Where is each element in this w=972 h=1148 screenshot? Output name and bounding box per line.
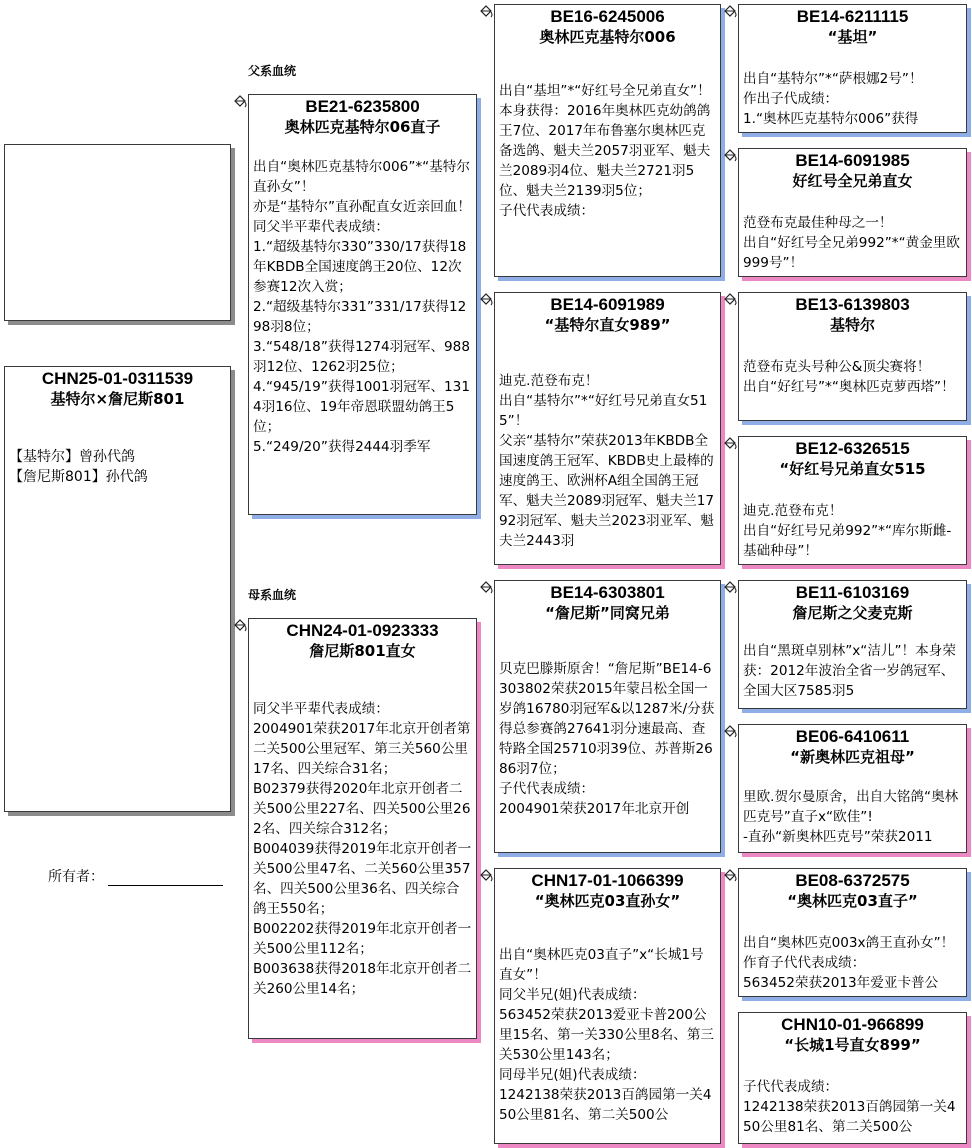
paint-bucket-icon[interactable]	[478, 868, 494, 884]
sire-dam-dam-ring-number: BE12-6326515	[795, 439, 910, 458]
dam-dam-description: 出自“奥林匹克03直子”x“长城1号直女”！ 同父半兄(姐)代表成绩： 563452荣获2013爱亚卡普200公里15名、第一关330公里8名、第三关530公里143名； 同母半兄(姐)代表成绩： 1242138荣获2013百鸽园第一关450公里81名、第二关500公	[499, 947, 715, 1123]
paint-bucket-icon[interactable]	[722, 868, 738, 884]
sire-sire-sire-ring-number: BE14-6211115	[796, 7, 909, 26]
subject-description: 【基特尔】曾孙代鸽 【詹尼斯801】孙代鸽	[9, 449, 148, 485]
sire-sire-description: 出自“基坦”*“好红号全兄弟直女”！ 本身获得：2016年奥林匹克幼鸽鸽王7位、2017年布鲁塞尔奥林匹克备选鸽、魁夫兰2057羽亚军、魁夫兰2089羽4位、魁夫兰2721羽5位、魁夫兰2139羽5位； 子代代表成绩：	[499, 83, 711, 219]
sire-name: 奥林匹克基特尔06直子	[284, 118, 441, 136]
sire-sire-sire-description: 出自“基特尔”*“萨根娜2号”！ 作出子代成绩： 1.“奥林匹克基特尔006”获得	[743, 71, 923, 127]
dam-description: 同父半平辈代表成绩： 2004901荣获2017年北京开创者第二关500公里冠军、第三关560公里17名、四关综合31名； B02379获得2020年北京开创者二关500公里227名、四关500公里262名、四关综合312名； B004039获得2019年北京开创者一关500公里47名、二关560公里357名、四关500公里36名、四关综合鸽王550名； B002202获得2019年北京开创者一关500公里112名； B003638获得2018年北京开创者二关260公里14名；	[253, 701, 472, 997]
paint-bucket-icon[interactable]	[722, 148, 738, 164]
dam-sire-sire-card[interactable]	[738, 580, 967, 709]
subject-pigeon-card[interactable]	[4, 366, 231, 812]
dam-dam-dam-name: “长城1号直女899”	[784, 1036, 921, 1054]
dam-dam-sire-ring-number: BE08-6372575	[795, 871, 910, 890]
dam-dam-dam-description: 子代代表成绩： 1242138荣获2013百鸽园第一关450公里81名、第二关500公	[743, 1079, 956, 1135]
sire-sire-dam-ring-number: BE14-6091985	[795, 151, 910, 170]
paint-bucket-icon[interactable]	[478, 292, 494, 308]
sire-dam-name: “基特尔直女989”	[544, 316, 671, 334]
sire-ring-number: BE21-6235800	[305, 97, 420, 116]
sire-dam-sire-name: 基特尔	[829, 316, 875, 334]
dam-ring-number: CHN24-01-0923333	[286, 621, 439, 640]
dam-sire-sire-description: 出自“黑斑卓别林”x“洁儿”！本身荣获：2012年波治全省一岁鸽冠军、全国大区7585羽5	[743, 643, 956, 699]
sire-dam-dam-card[interactable]	[738, 436, 967, 565]
sire-dam-sire-description: 范登布克头号种公&顶尖赛将！ 出自“好红号”*“奥林匹克萝西塔”！	[743, 359, 955, 395]
dam-dam-ring-number: CHN17-01-1066399	[531, 871, 684, 890]
sire-sire-dam-card[interactable]	[738, 148, 967, 277]
dam-sire-dam-card[interactable]	[738, 724, 967, 853]
photo-placeholder[interactable]	[4, 144, 231, 321]
sire-sire-sire-card[interactable]	[738, 4, 967, 133]
sire-sire-dam-name: 好红号全兄弟直女	[792, 172, 913, 190]
dam-dam-name: “奥林匹克03直孙女”	[534, 892, 681, 910]
sire-sire-ring-number: BE16-6245006	[550, 7, 665, 26]
paint-bucket-icon[interactable]	[722, 580, 738, 596]
paint-bucket-icon[interactable]	[722, 436, 738, 452]
owner-input-line[interactable]	[108, 869, 223, 886]
owner-label: 所有者：	[48, 869, 104, 885]
dam-dam-dam-card[interactable]	[738, 1012, 967, 1144]
sire-dam-sire-ring-number: BE13-6139803	[795, 295, 910, 314]
father-side-label: 父系血统	[248, 64, 297, 78]
paint-bucket-icon[interactable]	[478, 4, 494, 20]
dam-card[interactable]	[248, 618, 477, 1039]
dam-name: 詹尼斯801直女	[309, 642, 416, 660]
paint-bucket-icon[interactable]	[232, 618, 248, 634]
sire-sire-card[interactable]	[494, 4, 721, 277]
dam-dam-sire-name: “奥林匹克03直子”	[787, 892, 918, 910]
sire-dam-dam-name: “好红号兄弟直女515	[779, 460, 926, 478]
sire-card[interactable]	[248, 94, 477, 515]
subject-name: 基特尔×詹尼斯801	[50, 390, 185, 408]
sire-dam-description: 迪克.范登布克！ 出自“基特尔”*“好红号兄弟直女515”！ 父亲“基特尔”荣获2013年KBDB全国速度鸽王冠军、KBDB史上最棒的速度鸽王、欧洲杯A组全国鸽王冠军、魁夫兰2089羽冠军、魁夫兰1792羽冠军、魁夫兰2023羽亚军、魁夫兰2443羽	[499, 373, 715, 549]
sire-sire-name: 奥林匹克基特尔006	[539, 28, 676, 46]
dam-sire-dam-ring-number: BE06-6410611	[795, 727, 910, 746]
dam-sire-card[interactable]	[494, 580, 721, 853]
dam-sire-sire-name: 詹尼斯之父麦克斯	[792, 604, 913, 622]
dam-sire-description: 贝克巴滕斯原舍！“詹尼斯”BE14-6303802荣获2015年蒙吕松全国一岁鸽16780羽冠军&以1287米/分获得总参赛鸽27641羽分速最高、查特路全国25710羽39位、苏普斯2686羽7位； 子代代表成绩： 2004901荣获2017年北京开创	[499, 661, 715, 817]
mother-side-label: 母系血统	[248, 588, 297, 602]
dam-sire-dam-description: 里欧.贺尔曼原舍，出自大铭鸽“奥林匹克号”直子x“欧佳”! -直孙“新奥林匹克号”荣获2011	[743, 789, 959, 845]
dam-sire-name: “詹尼斯”同窝兄弟	[545, 604, 670, 622]
paint-bucket-icon[interactable]	[722, 292, 738, 308]
paint-bucket-icon[interactable]	[232, 94, 248, 110]
sire-sire-sire-name: “基坦”	[827, 28, 878, 46]
sire-dam-sire-card[interactable]	[738, 292, 967, 421]
owner-field	[48, 866, 223, 886]
dam-sire-ring-number: BE14-6303801	[550, 583, 665, 602]
dam-sire-sire-ring-number: BE11-6103169	[795, 583, 910, 602]
paint-bucket-icon[interactable]	[478, 580, 494, 596]
paint-bucket-icon[interactable]	[722, 4, 738, 20]
paint-bucket-icon[interactable]	[722, 724, 738, 740]
dam-dam-sire-description: 出自“奥林匹克003x鸽王直孙女”！作育子代代表成绩： 563452荣获2013年爱亚卡普公	[743, 935, 955, 991]
sire-dam-ring-number: BE14-6091989	[550, 295, 665, 314]
sire-sire-dam-description: 范登布克最佳种母之一！ 出自“好红号全兄弟992”*“黄金里欧999号”！	[743, 215, 960, 271]
sire-dam-dam-description: 迪克.范登布克！ 出自“好红号兄弟992”*“库尔斯雌-基础种母”！	[743, 503, 952, 559]
dam-dam-card[interactable]	[494, 868, 721, 1144]
sire-description: 出自“奥林匹克基特尔006”*“基特尔直孙女”！ 亦是“基特尔”直孙配直女近亲回血！ 同父半平辈代表成绩： 1.“超级基特尔330”330/17获得18年KBDB全国速度鸽王20位、12次参赛12次入赏； 2.“超级基特尔331”331/17获得1298羽8位； 3.“548/18”获得1274羽冠军、988羽12位、1262羽25位； 4.“945/19”获得1001羽冠军、1314羽16位、19年帝恩联盟幼鸽王5位； 5.“249/20”获得2444羽季军	[253, 159, 471, 455]
sire-dam-card[interactable]	[494, 292, 721, 565]
subject-ring-number: CHN25-01-0311539	[41, 369, 194, 388]
dam-dam-dam-ring-number: CHN10-01-966899	[781, 1015, 924, 1034]
dam-sire-dam-name: “新奥林匹克祖母”	[790, 748, 915, 766]
dam-dam-sire-card[interactable]	[738, 868, 967, 997]
